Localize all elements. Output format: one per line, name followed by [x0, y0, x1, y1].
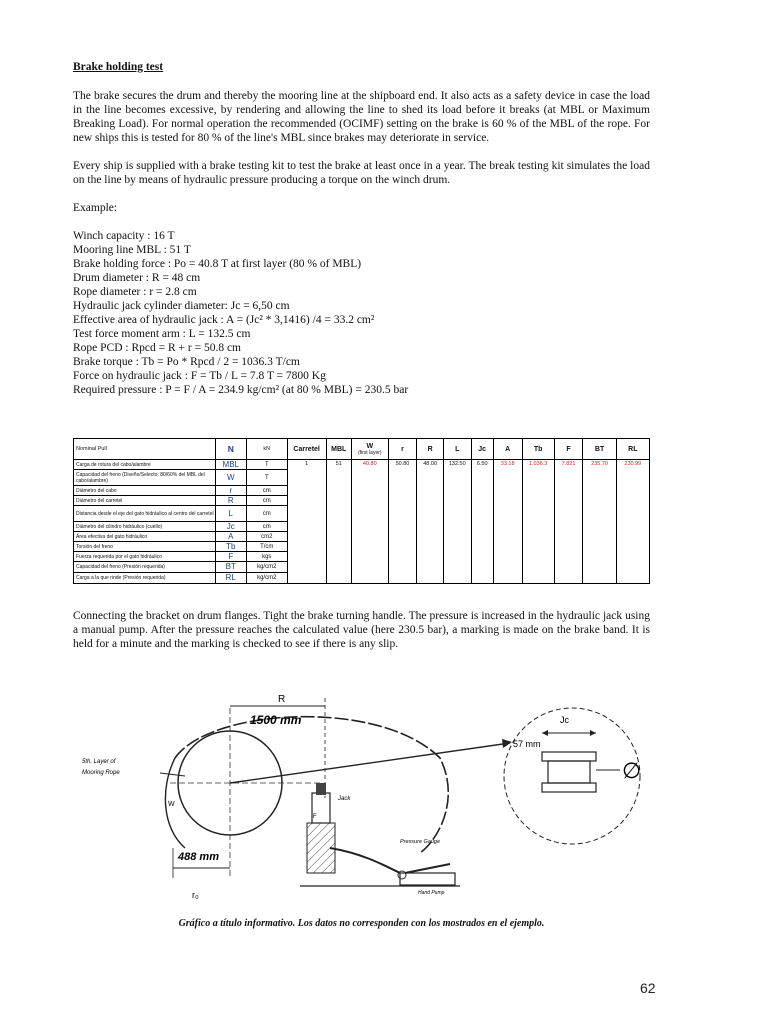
value-cell: 50.80: [388, 460, 417, 584]
page-number: 62: [640, 980, 656, 996]
paragraph-procedure: Connecting the bracket on drum flanges. Tight the brake turning handle. The pressure is increased in the hydraulic jack using a manual pump. After the pressure reaches the calculated value (here 230.5 bar), a marking is made on the brake band. It is held for a minute and the marking is checked to see if there is any slip.: [73, 610, 650, 650]
column-header: BT: [583, 439, 616, 460]
f-force-label: F: [313, 814, 317, 820]
row-unit: cm: [246, 522, 287, 532]
table-header-row: [74, 439, 650, 460]
row-unit: kg/cm2: [246, 562, 287, 573]
row-description: Diámetro del carretel: [74, 496, 216, 506]
pump-label: Hand Pump: [418, 890, 445, 896]
example-line: Required pressure : P = F / A = 234.9 kg/cm² (at 80 % MBL) = 230.5 bar: [73, 384, 409, 396]
figure-caption: Gráfico a título informativo. Los datos no corresponden con los mostrados en el ejemplo.: [178, 918, 545, 929]
w-subheader: (first layer): [357, 449, 382, 456]
w-header-label: W: [366, 442, 374, 450]
column-header: Carretel: [287, 439, 326, 460]
section-heading: Brake holding test: [73, 61, 164, 73]
row-symbol: MBL: [215, 460, 246, 470]
pressure-gauge-icon: [398, 871, 406, 879]
row-symbol: A: [215, 532, 246, 542]
jc-label: Jc: [560, 715, 569, 725]
example-label: Example:: [73, 202, 118, 214]
table-row: [74, 460, 650, 470]
paragraph-testing-kit: Every ship is supplied with a brake testing kit to test the brake at least once in a year. The break testing kit simulates the load on the line by means of hydraulic pressure producing a torque on the winch drum.: [73, 160, 650, 186]
document-body: [73, 60, 650, 397]
brake-calculation-table: [73, 438, 650, 584]
row-description: Torsión del freno: [74, 542, 216, 552]
row-description: Carga a la que rinde (Presión requerida): [74, 573, 216, 584]
value-cell: 48.00: [417, 460, 444, 584]
detail-jack-body: [548, 761, 590, 783]
brake-test-diagram: [82, 688, 680, 910]
column-header: Jc: [471, 439, 493, 460]
value-cell: 6.50: [471, 460, 493, 584]
column-header: RL: [616, 439, 649, 460]
column-header: r: [388, 439, 417, 460]
row-description: Capacidad del freno (Diseño/Selecto: 80/60% del MBL del cabo/alambre): [74, 470, 216, 486]
row-symbol: L: [215, 506, 246, 522]
row-description: Área efectiva del gato hidráulico: [74, 532, 216, 542]
row-unit: cm: [246, 496, 287, 506]
example-line: Hydraulic jack cylinder diameter: Jc = 6,50 cm: [73, 300, 290, 312]
column-header: R: [417, 439, 444, 460]
header-symbol: N: [215, 439, 246, 460]
row-unit: cm2: [246, 532, 287, 542]
row-symbol: F: [215, 552, 246, 562]
value-cell: 33.18: [493, 460, 522, 584]
example-line: Winch capacity : 16 T: [73, 230, 175, 242]
hand-pump-body: [400, 873, 455, 885]
phi-label: ∅: [622, 758, 642, 783]
detail-jack-top: [542, 752, 596, 761]
jc-arrow-left: [542, 730, 548, 736]
row-symbol: r: [215, 486, 246, 496]
header-label: Nominal Pull: [74, 439, 216, 460]
example-line: Test force moment arm : L = 132.5 cm: [73, 328, 251, 340]
example-line: Drum diameter : R = 48 cm: [73, 272, 201, 284]
row-unit: T: [246, 460, 287, 470]
example-calculation-list: [73, 229, 650, 397]
column-header: Tb: [522, 439, 554, 460]
lever-arm: [230, 743, 510, 783]
row-unit: cm: [246, 506, 287, 522]
w-force-label: W: [168, 801, 175, 808]
layer-note-line1: 5th. Layer of: [82, 759, 116, 765]
column-header: MBL: [326, 439, 351, 460]
detail-jack-base: [542, 783, 596, 792]
jc-arrow-right: [590, 730, 596, 736]
mm57-label: 57 mm: [513, 739, 541, 749]
row-description: Capacidad del freno (Presión requerida): [74, 562, 216, 573]
value-cell: 235.70: [583, 460, 616, 584]
row-description: Distancia desde el eje del gato hidráulico al centro del carretel: [74, 506, 216, 522]
rope-pointer-line: [160, 773, 185, 776]
hydraulic-hose: [330, 848, 400, 873]
row-symbol: BT: [215, 562, 246, 573]
row-symbol: W: [215, 470, 246, 486]
dim-488-label: 488 mm: [178, 851, 219, 863]
value-cell: 1: [287, 460, 326, 584]
header-unit: kN: [246, 439, 287, 460]
row-symbol: R: [215, 496, 246, 506]
layer-note-line2: Mooring Rope: [82, 770, 120, 776]
value-cell: 132.50: [443, 460, 471, 584]
example-line: Rope diameter : r = 2.8 cm: [73, 286, 197, 298]
row-symbol: Tb: [215, 542, 246, 552]
row-unit: T/cm: [246, 542, 287, 552]
value-cell: 40.80: [352, 460, 389, 584]
row-description: Diámetro del cabo: [74, 486, 216, 496]
row-description: Fuerza requerida por el gato hidráulico: [74, 552, 216, 562]
value-cell: 230.99: [616, 460, 649, 584]
detail-circle: [504, 708, 640, 844]
row-unit: T: [246, 470, 287, 486]
column-header: F: [554, 439, 583, 460]
example-line: Force on hydraulic jack : F = Tb / L = 7.8 T = 7800 Kg: [73, 370, 326, 382]
example-line: Effective area of hydraulic jack : A = (Jc² * 3,1416) /4 = 33.2 cm²: [73, 314, 375, 326]
column-header: L: [443, 439, 471, 460]
paragraph-brake-purpose: The brake secures the drum and thereby the mooring line at the shipboard end. It also acts as a safety device in case the load in the line becomes excessive, by rendering and allowing the line to shed its load before it breaks (at MBL or Maximum Breaking Load). For normal operation the recommended (OCIMF) setting on the brake is 60 % of the MBL of the rope. For new ships this is tested for 80 % of the line's MBL since brakes may deteriorate in service.: [73, 90, 650, 144]
r-dimension-label: R: [278, 694, 286, 705]
column-header-w: [352, 439, 389, 460]
row-symbol: RL: [215, 573, 246, 584]
rb-label: r₀: [192, 890, 199, 900]
row-unit: cm: [246, 486, 287, 496]
example-line: Rope PCD : Rpcd = R + r = 50.8 cm: [73, 342, 241, 354]
example-line: Mooring line MBL : 51 T: [73, 244, 191, 256]
gauge-label: Pressure Gauge: [400, 839, 441, 845]
row-symbol: Jc: [215, 522, 246, 532]
row-description: Carga de rotura del cabo/alambre: [74, 460, 216, 470]
row-description: Diámetro del cilindro hidráulico (cuello): [74, 522, 216, 532]
column-header: A: [493, 439, 522, 460]
value-cell: 1.036.3: [522, 460, 554, 584]
example-line: Brake holding force : Po = 40.8 T at first layer (80 % of MBL): [73, 258, 362, 270]
value-cell: 51: [326, 460, 351, 584]
dim-1500-label: 1500 mm: [250, 713, 302, 727]
example-line: Brake torque : Tb = Po * Rpcd / 2 = 1036.3 T/cm: [73, 356, 300, 368]
value-cell: 7.821: [554, 460, 583, 584]
row-unit: kgs: [246, 552, 287, 562]
row-unit: kg/cm2: [246, 573, 287, 584]
jack-label: Jack: [338, 796, 351, 802]
jack-head: [316, 783, 326, 795]
pump-handle: [405, 864, 450, 873]
